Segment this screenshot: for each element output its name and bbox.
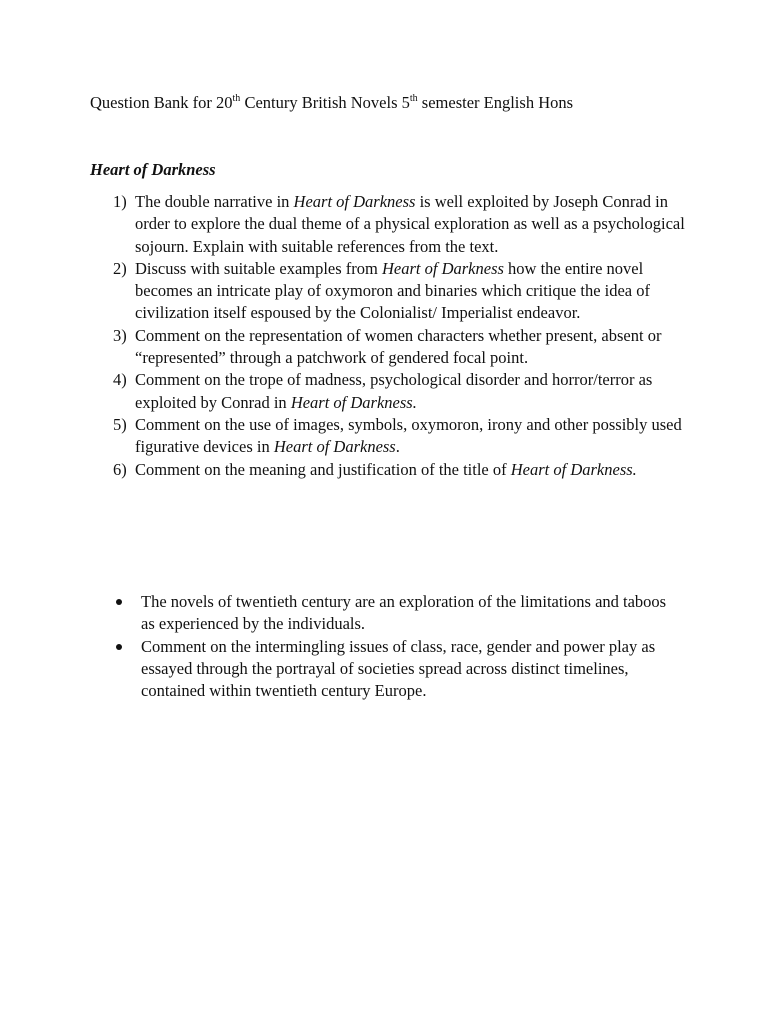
question-text: how the entire novel becomes an intricate play of oxymoron and binaries which critique the idea of civilization itself espoused by the Colonialist/ Imperialist endeavor. bbox=[135, 258, 650, 323]
title-text-part2: Century British Novels 5 bbox=[240, 93, 410, 112]
question-number: 2) bbox=[113, 258, 127, 278]
question-text: Comment on the meaning and justification of the title of bbox=[135, 459, 511, 479]
bullet-text: Comment on the intermingling issues of class, race, gender and power play as essayed through the portrayal of societies spread across distinct timelines, contained within twentieth century Europe. bbox=[141, 636, 656, 701]
bullet-dot-icon bbox=[116, 644, 122, 650]
question-item bbox=[0, 325, 695, 370]
question-italic-title: Heart of Darkness bbox=[293, 192, 416, 211]
title-text-part3: semester English Hons bbox=[417, 93, 574, 112]
question-italic-title: Heart of Darkness bbox=[273, 437, 396, 457]
question-item bbox=[0, 459, 695, 481]
bullet-item bbox=[0, 636, 681, 703]
question-number: 3) bbox=[113, 325, 127, 345]
question-item bbox=[0, 191, 695, 258]
question-text: The double narrative in bbox=[135, 192, 294, 211]
question-text: Comment on the trope of madness, psychological disorder and horror/terror as exploited by Conrad in bbox=[135, 370, 653, 412]
question-italic-title: Heart of Darkness. bbox=[290, 392, 417, 412]
document-title bbox=[90, 92, 573, 114]
question-number: 5) bbox=[113, 414, 127, 434]
question-italic-title: Heart of Darkness bbox=[382, 258, 504, 278]
question-item bbox=[0, 258, 695, 325]
question-number: 6) bbox=[113, 459, 127, 479]
question-text: Discuss with suitable examples from bbox=[135, 258, 383, 278]
question-italic-title: Heart of Darkness. bbox=[510, 459, 637, 479]
bullet-item bbox=[0, 591, 681, 636]
title-superscript-2: th bbox=[409, 92, 418, 104]
question-text: Comment on the representation of women characters whether present, absent or “represented” through a patchwork of gendered focal point. bbox=[135, 325, 662, 368]
question-text: is well exploited by Joseph Conrad in order to explore the dual theme of a physical exploration as well as a psychological sojourn. Explain with suitable references from the text. bbox=[135, 192, 685, 256]
question-list bbox=[0, 191, 768, 481]
question-item bbox=[0, 369, 695, 414]
bullet-list bbox=[0, 591, 768, 702]
question-number: 1) bbox=[113, 192, 127, 211]
bullet-dot-icon bbox=[116, 599, 122, 605]
question-text: . bbox=[395, 437, 400, 457]
question-number: 4) bbox=[113, 370, 127, 390]
section-heading: Heart of Darkness bbox=[90, 160, 216, 179]
question-item bbox=[0, 414, 695, 459]
question-text: Comment on the use of images, symbols, oxymoron, irony and other possibly used figurative devices in bbox=[135, 414, 682, 457]
title-superscript-1: th bbox=[232, 92, 241, 104]
title-text-part1: Question Bank for 20 bbox=[90, 93, 233, 112]
bullet-text: The novels of twentieth century are an exploration of the limitations and taboos as experienced by the individuals. bbox=[141, 592, 667, 634]
